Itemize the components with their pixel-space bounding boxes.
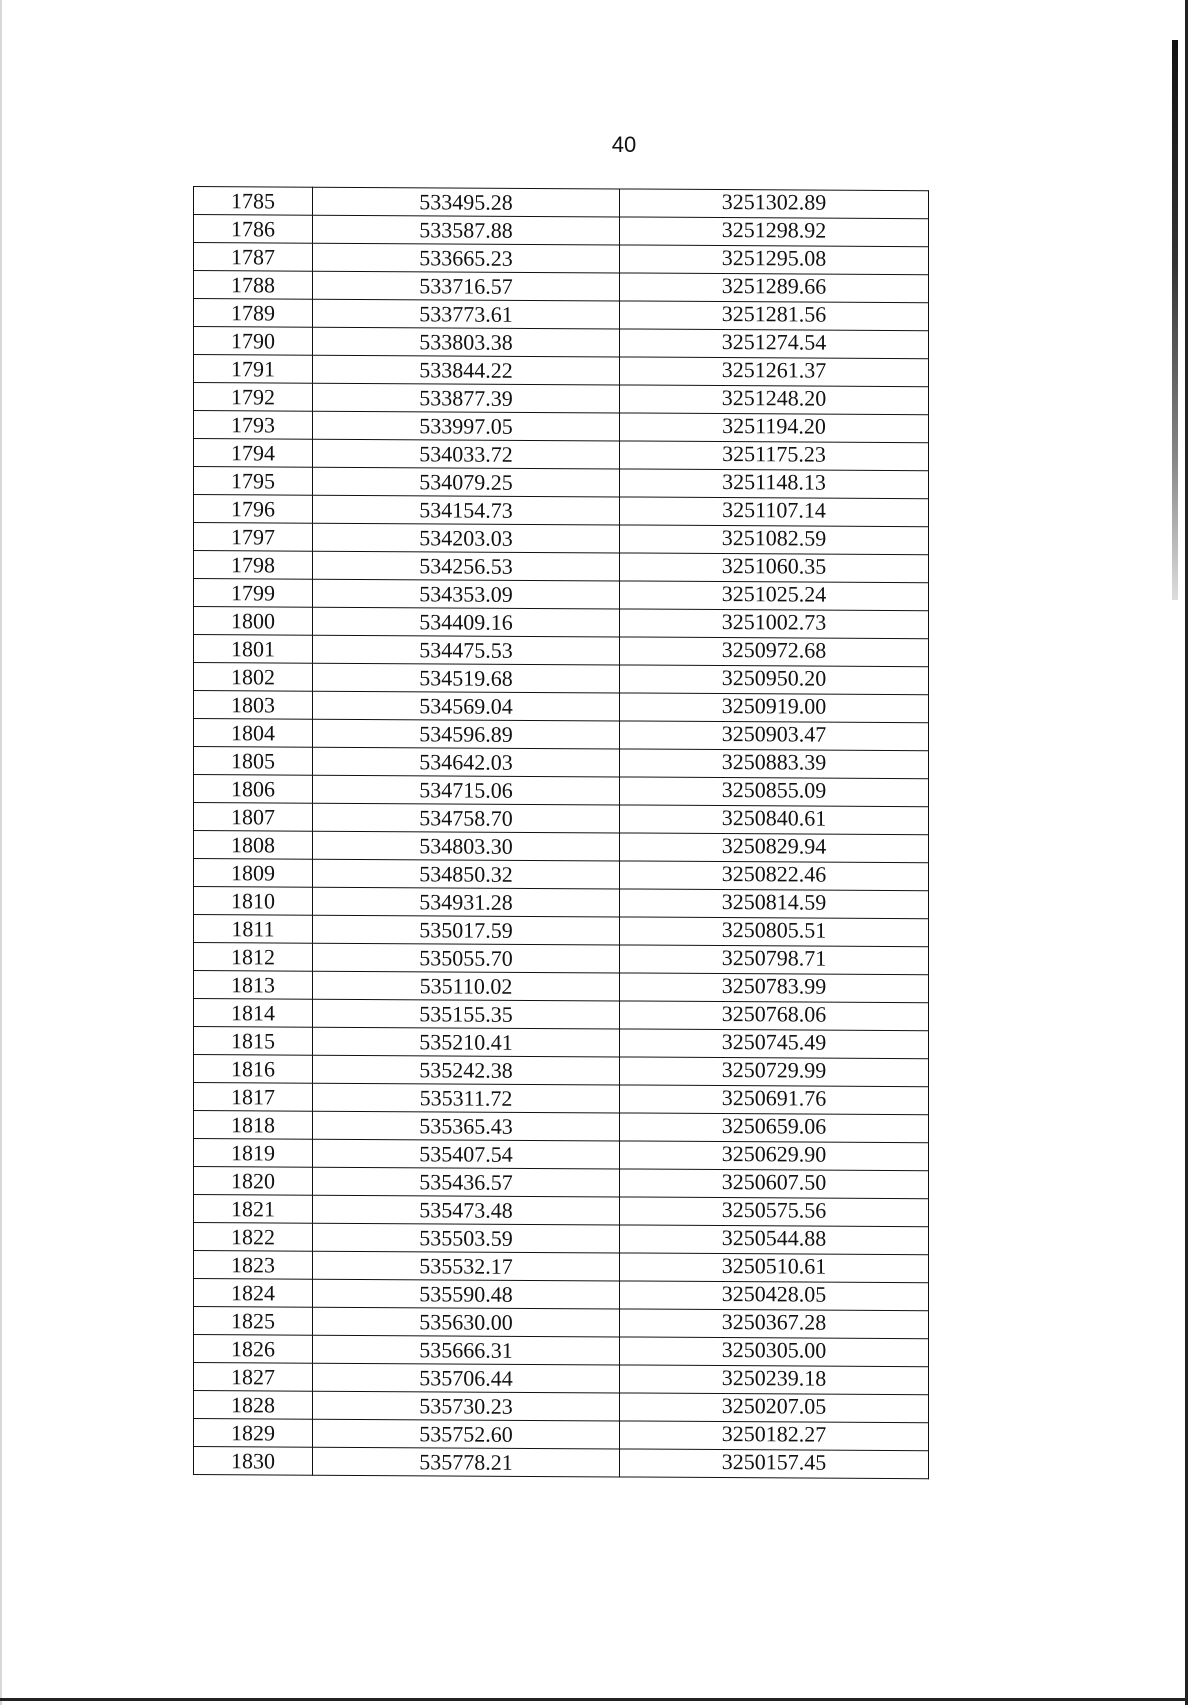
table-row [194,1335,929,1367]
table-row [194,411,929,443]
point-id-cell: 1819 [194,1139,313,1168]
y-coordinate-cell: 3251025.24 [620,581,929,611]
table-row [194,999,929,1031]
table-row [194,1083,929,1115]
x-coordinate-cell: 535210.41 [313,1027,620,1057]
x-coordinate-cell: 535055.70 [313,943,620,973]
x-coordinate-cell: 534642.03 [313,747,620,777]
y-coordinate-cell: 3250305.00 [620,1337,929,1367]
point-id-cell: 1797 [194,523,313,552]
y-coordinate-cell: 3251295.08 [620,245,929,275]
table-row [194,495,929,527]
table-row [194,1055,929,1087]
x-coordinate-cell: 535532.17 [313,1251,620,1281]
point-id-cell: 1810 [194,887,313,916]
x-coordinate-cell: 535590.48 [313,1279,620,1309]
point-id-cell: 1814 [194,999,313,1028]
y-coordinate-cell: 3251194.20 [620,413,929,443]
point-id-cell: 1802 [194,663,313,692]
x-coordinate-cell: 533844.22 [313,355,620,385]
y-coordinate-cell: 3250367.28 [620,1309,929,1339]
y-coordinate-cell: 3250798.71 [620,945,929,975]
x-coordinate-cell: 535706.44 [313,1363,620,1393]
point-id-cell: 1822 [194,1223,313,1252]
point-id-cell: 1796 [194,495,313,524]
page-edge-bottom [0,1698,1188,1701]
table-row [194,831,929,863]
y-coordinate-cell: 3250919.00 [620,693,929,723]
y-coordinate-cell: 3250659.06 [620,1113,929,1143]
table-row [194,1251,929,1283]
x-coordinate-cell: 534931.28 [313,887,620,917]
point-id-cell: 1809 [194,859,313,888]
point-id-cell: 1788 [194,271,313,300]
x-coordinate-cell: 535242.38 [313,1055,620,1085]
point-id-cell: 1804 [194,719,313,748]
point-id-cell: 1800 [194,607,313,636]
x-coordinate-cell: 535503.59 [313,1223,620,1253]
y-coordinate-cell: 3251148.13 [620,469,929,499]
y-coordinate-cell: 3250544.88 [620,1225,929,1255]
y-coordinate-cell: 3251298.92 [620,217,929,247]
x-coordinate-cell: 534569.04 [313,691,620,721]
y-coordinate-cell: 3251002.73 [620,609,929,639]
point-id-cell: 1795 [194,467,313,496]
y-coordinate-cell: 3250883.39 [620,749,929,779]
point-id-cell: 1799 [194,579,313,608]
table-row [194,635,929,667]
table-row [194,523,929,555]
point-id-cell: 1826 [194,1335,313,1364]
x-coordinate-cell: 534409.16 [313,607,620,637]
point-id-cell: 1806 [194,775,313,804]
table-row [194,187,929,219]
page-edge-left [0,0,2,1705]
y-coordinate-cell: 3251302.89 [620,189,929,219]
point-id-cell: 1816 [194,1055,313,1084]
page-number: 40 [611,132,637,157]
point-id-cell: 1794 [194,439,313,468]
point-id-cell: 1808 [194,831,313,860]
table-row [194,607,929,639]
y-coordinate-cell: 3250691.76 [620,1085,929,1115]
point-id-cell: 1803 [194,691,313,720]
page-edge-right [1185,0,1188,1705]
x-coordinate-cell: 534475.53 [313,635,620,665]
table-row [194,803,929,835]
table-row [194,1223,929,1255]
x-coordinate-cell: 534256.53 [313,551,620,581]
x-coordinate-cell: 535436.57 [313,1167,620,1197]
x-coordinate-cell: 535110.02 [313,971,620,1001]
x-coordinate-cell: 535730.23 [313,1391,620,1421]
point-id-cell: 1811 [194,915,313,944]
point-id-cell: 1820 [194,1167,313,1196]
point-id-cell: 1785 [194,187,313,216]
table-row [194,1167,929,1199]
y-coordinate-cell: 3250840.61 [620,805,929,835]
x-coordinate-cell: 533665.23 [313,243,620,273]
point-id-cell: 1789 [194,299,313,328]
y-coordinate-cell: 3250903.47 [620,721,929,751]
point-id-cell: 1815 [194,1027,313,1056]
table-row [194,775,929,807]
table-row [194,1279,929,1311]
point-id-cell: 1817 [194,1083,313,1112]
point-id-cell: 1807 [194,803,313,832]
x-coordinate-cell: 534033.72 [313,439,620,469]
y-coordinate-cell: 3251107.14 [620,497,929,527]
table-row [194,887,929,919]
table-row [194,467,929,499]
y-coordinate-cell: 3250207.05 [620,1393,929,1423]
x-coordinate-cell: 534596.89 [313,719,620,749]
table-row [194,691,929,723]
y-coordinate-cell: 3250768.06 [620,1001,929,1031]
point-id-cell: 1805 [194,747,313,776]
table-row [194,299,929,331]
x-coordinate-cell: 535473.48 [313,1195,620,1225]
point-id-cell: 1824 [194,1279,313,1308]
point-id-cell: 1825 [194,1307,313,1336]
table-row [194,943,929,975]
table-row [194,355,929,387]
table-row [194,971,929,1003]
x-coordinate-cell: 535778.21 [313,1447,620,1477]
x-coordinate-cell: 534850.32 [313,859,620,889]
point-id-cell: 1812 [194,943,313,972]
x-coordinate-cell: 533587.88 [313,215,620,245]
table-row [194,551,929,583]
point-id-cell: 1821 [194,1195,313,1224]
x-coordinate-cell: 534519.68 [313,663,620,693]
table-row [194,1139,929,1171]
table-row [194,1307,929,1339]
y-coordinate-cell: 3250805.51 [620,917,929,947]
x-coordinate-cell: 534203.03 [313,523,620,553]
coordinate-table-body [194,187,929,1479]
table-row [194,439,929,471]
table-row [194,1363,929,1395]
y-coordinate-cell: 3250745.49 [620,1029,929,1059]
y-coordinate-cell: 3250575.56 [620,1197,929,1227]
point-id-cell: 1801 [194,635,313,664]
x-coordinate-cell: 535666.31 [313,1335,620,1365]
point-id-cell: 1792 [194,383,313,412]
y-coordinate-cell: 3251261.37 [620,357,929,387]
table-row [194,243,929,275]
y-coordinate-cell: 3250239.18 [620,1365,929,1395]
y-coordinate-cell: 3250950.20 [620,665,929,695]
table-row [194,859,929,891]
y-coordinate-cell: 3251175.23 [620,441,929,471]
y-coordinate-cell: 3250157.45 [620,1449,929,1479]
y-coordinate-cell: 3250855.09 [620,777,929,807]
y-coordinate-cell: 3250972.68 [620,637,929,667]
x-coordinate-cell: 534154.73 [313,495,620,525]
x-coordinate-cell: 533877.39 [313,383,620,413]
point-id-cell: 1791 [194,355,313,384]
point-id-cell: 1798 [194,551,313,580]
y-coordinate-cell: 3250783.99 [620,973,929,1003]
y-coordinate-cell: 3251281.56 [620,301,929,331]
table-row [194,579,929,611]
table-row [194,383,929,415]
x-coordinate-cell: 535407.54 [313,1139,620,1169]
y-coordinate-cell: 3251248.20 [620,385,929,415]
point-id-cell: 1830 [194,1447,313,1476]
y-coordinate-cell: 3251082.59 [620,525,929,555]
x-coordinate-cell: 534803.30 [313,831,620,861]
table-row [194,663,929,695]
y-coordinate-cell: 3251060.35 [620,553,929,583]
coordinate-table [193,186,929,1479]
point-id-cell: 1827 [194,1363,313,1392]
x-coordinate-cell: 534758.70 [313,803,620,833]
point-id-cell: 1793 [194,411,313,440]
point-id-cell: 1828 [194,1391,313,1420]
y-coordinate-cell: 3250182.27 [620,1421,929,1451]
table-row [194,1111,929,1143]
table-row [194,327,929,359]
y-coordinate-cell: 3250814.59 [620,889,929,919]
x-coordinate-cell: 533803.38 [313,327,620,357]
table-row [194,215,929,247]
x-coordinate-cell: 533773.61 [313,299,620,329]
table-row [194,719,929,751]
table-row [194,747,929,779]
x-coordinate-cell: 534079.25 [313,467,620,497]
y-coordinate-cell: 3250428.05 [620,1281,929,1311]
x-coordinate-cell: 535630.00 [313,1307,620,1337]
x-coordinate-cell: 533495.28 [313,187,620,217]
point-id-cell: 1790 [194,327,313,356]
y-coordinate-cell: 3250607.50 [620,1169,929,1199]
y-coordinate-cell: 3251274.54 [620,329,929,359]
x-coordinate-cell: 535017.59 [313,915,620,945]
y-coordinate-cell: 3251289.66 [620,273,929,303]
point-id-cell: 1818 [194,1111,313,1140]
x-coordinate-cell: 535311.72 [313,1083,620,1113]
point-id-cell: 1829 [194,1419,313,1448]
table-row [194,1419,929,1451]
table-row [194,1447,929,1479]
point-id-cell: 1813 [194,971,313,1000]
y-coordinate-cell: 3250729.99 [620,1057,929,1087]
y-coordinate-cell: 3250629.90 [620,1141,929,1171]
point-id-cell: 1787 [194,243,313,272]
table-row [194,1027,929,1059]
y-coordinate-cell: 3250822.46 [620,861,929,891]
scan-binding-shadow [1172,40,1178,600]
point-id-cell: 1823 [194,1251,313,1280]
x-coordinate-cell: 535155.35 [313,999,620,1029]
table-row [194,271,929,303]
x-coordinate-cell: 534353.09 [313,579,620,609]
table-row [194,1195,929,1227]
table-row [194,1391,929,1423]
y-coordinate-cell: 3250829.94 [620,833,929,863]
point-id-cell: 1786 [194,215,313,244]
x-coordinate-cell: 533997.05 [313,411,620,441]
x-coordinate-cell: 534715.06 [313,775,620,805]
y-coordinate-cell: 3250510.61 [620,1253,929,1283]
x-coordinate-cell: 533716.57 [313,271,620,301]
x-coordinate-cell: 535752.60 [313,1419,620,1449]
x-coordinate-cell: 535365.43 [313,1111,620,1141]
table-row [194,915,929,947]
